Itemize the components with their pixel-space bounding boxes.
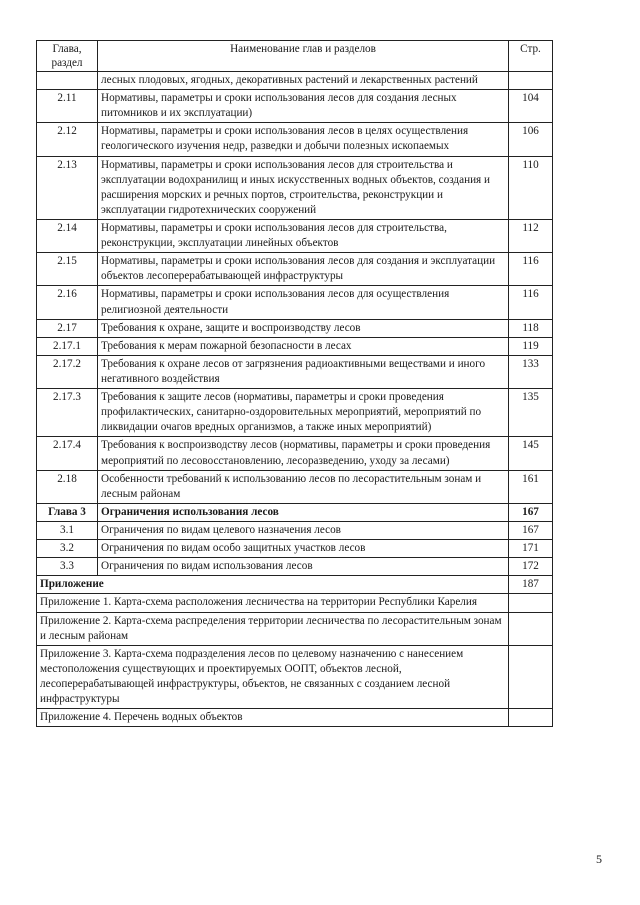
appendix-item-page — [509, 645, 553, 708]
appendix-row — [37, 645, 553, 708]
toc-row — [37, 437, 553, 470]
toc-num — [37, 72, 98, 90]
toc-page: 135 — [509, 389, 553, 437]
header-page: Стр. — [509, 41, 553, 72]
appendix-item-page — [509, 594, 553, 612]
header-num: Глава, раздел — [37, 41, 98, 72]
toc-num: Глава 3 — [37, 503, 98, 521]
appendix-item: Приложение 1. Карта-схема расположения лесничества на территории Республики Карелия — [37, 594, 509, 612]
toc-num: 2.15 — [37, 253, 98, 286]
toc-page: 116 — [509, 253, 553, 286]
toc-body — [37, 72, 553, 727]
toc-name: Ограничения по видам особо защитных участков лесов — [98, 540, 509, 558]
toc-row — [37, 319, 553, 337]
toc-row — [37, 540, 553, 558]
appendix-item-page — [509, 709, 553, 727]
toc-page: 172 — [509, 558, 553, 576]
toc-row — [37, 219, 553, 252]
toc-name: Нормативы, параметры и сроки использования лесов для создания и эксплуатации объектов лесоперерабатывающей инфраструктуры — [98, 253, 509, 286]
toc-num: 2.17 — [37, 319, 98, 337]
toc-name: Особенности требований к использованию лесов по лесорастительным зонам и лесным районам — [98, 470, 509, 503]
toc-row — [37, 253, 553, 286]
page-number: 5 — [596, 852, 602, 866]
toc-header-row — [37, 41, 553, 72]
toc-table — [36, 40, 553, 727]
toc-row — [37, 521, 553, 539]
toc-name: Требования к охране, защите и воспроизводству лесов — [98, 319, 509, 337]
toc-num: 2.16 — [37, 286, 98, 319]
toc-name: Ограничения по видам использования лесов — [98, 558, 509, 576]
toc-num: 3.3 — [37, 558, 98, 576]
toc-row — [37, 470, 553, 503]
toc-page: 133 — [509, 355, 553, 388]
toc-page: 167 — [509, 521, 553, 539]
toc-page: 110 — [509, 156, 553, 219]
toc-name: Ограничения по видам целевого назначения лесов — [98, 521, 509, 539]
appendix-item: Приложение 3. Карта-схема подразделения лесов по целевому назначению с нанесением местоположения существующих и проектируемых ООПТ, объектов лесной, лесоперерабатывающей инфраструктуры, объектов, не связанных с созданием лесной инфраструктуры — [37, 645, 509, 708]
toc-name: Нормативы, параметры и сроки использования лесов в целях осуществления геологического изучения недр, разведки и добычи полезных ископаемых — [98, 123, 509, 156]
toc-num: 2.12 — [37, 123, 98, 156]
toc-name: Нормативы, параметры и сроки использования лесов для создания лесных питомников и их эксплуатации) — [98, 90, 509, 123]
toc-name: Требования к защите лесов (нормативы, параметры и сроки проведения профилактических, санитарно-оздоровительных мероприятий, мероприятий по ликвидации очагов вредных организмов, а также иных мероприятий) — [98, 389, 509, 437]
toc-page: 119 — [509, 337, 553, 355]
toc-page: 118 — [509, 319, 553, 337]
toc-page: 112 — [509, 219, 553, 252]
toc-num: 2.13 — [37, 156, 98, 219]
toc-page — [509, 72, 553, 90]
toc-num: 2.17.4 — [37, 437, 98, 470]
appendix-row — [37, 594, 553, 612]
toc-num: 2.17.2 — [37, 355, 98, 388]
appendix-row — [37, 709, 553, 727]
toc-num: 3.2 — [37, 540, 98, 558]
toc-num: 2.17.1 — [37, 337, 98, 355]
toc-row — [37, 337, 553, 355]
toc-name: Нормативы, параметры и сроки использования лесов для строительства, реконструкции, эксплуатации линейных объектов — [98, 219, 509, 252]
toc-page: 161 — [509, 470, 553, 503]
toc-name: лесных плодовых, ягодных, декоративных растений и лекарственных растений — [98, 72, 509, 90]
toc-row — [37, 123, 553, 156]
toc-name: Нормативы, параметры и сроки использования лесов для осуществления религиозной деятельности — [98, 286, 509, 319]
toc-num: 2.18 — [37, 470, 98, 503]
toc-num: 3.1 — [37, 521, 98, 539]
header-name: Наименование глав и разделов — [98, 41, 509, 72]
toc-row — [37, 558, 553, 576]
toc-name: Требования к воспроизводству лесов (нормативы, параметры и сроки проведения мероприятий по лесовосстановлению, лесоразведению, уходу за лесами) — [98, 437, 509, 470]
toc-page: 145 — [509, 437, 553, 470]
toc-row — [37, 503, 553, 521]
appendix-item: Приложение 2. Карта-схема распределения территории лесничества по лесорастительным зонам и лесным районам — [37, 612, 509, 645]
appendix-title: Приложение — [37, 576, 509, 594]
toc-name: Требования к мерам пожарной безопасности в лесах — [98, 337, 509, 355]
toc-page: 106 — [509, 123, 553, 156]
toc-page: 171 — [509, 540, 553, 558]
toc-row — [37, 156, 553, 219]
appendix-item: Приложение 4. Перечень водных объектов — [37, 709, 509, 727]
toc-name: Нормативы, параметры и сроки использования лесов для строительства и эксплуатации водохранилищ и иных искусственных водных объектов, создания и расширения морских и речных портов, строительства, реконструкции и эксплуатации гидротехнических сооружений — [98, 156, 509, 219]
toc-row — [37, 90, 553, 123]
appendix-header-row — [37, 576, 553, 594]
toc-row — [37, 286, 553, 319]
toc-row — [37, 355, 553, 388]
toc-page: 104 — [509, 90, 553, 123]
toc-num: 2.17.3 — [37, 389, 98, 437]
appendix-row — [37, 612, 553, 645]
toc-page: 167 — [509, 503, 553, 521]
appendix-page: 187 — [509, 576, 553, 594]
toc-name: Ограничения использования лесов — [98, 503, 509, 521]
toc-num: 2.11 — [37, 90, 98, 123]
appendix-item-page — [509, 612, 553, 645]
toc-name: Требования к охране лесов от загрязнения радиоактивными веществами и иного негативного воздействия — [98, 355, 509, 388]
toc-page: 116 — [509, 286, 553, 319]
toc-num: 2.14 — [37, 219, 98, 252]
toc-row — [37, 389, 553, 437]
toc-row — [37, 72, 553, 90]
